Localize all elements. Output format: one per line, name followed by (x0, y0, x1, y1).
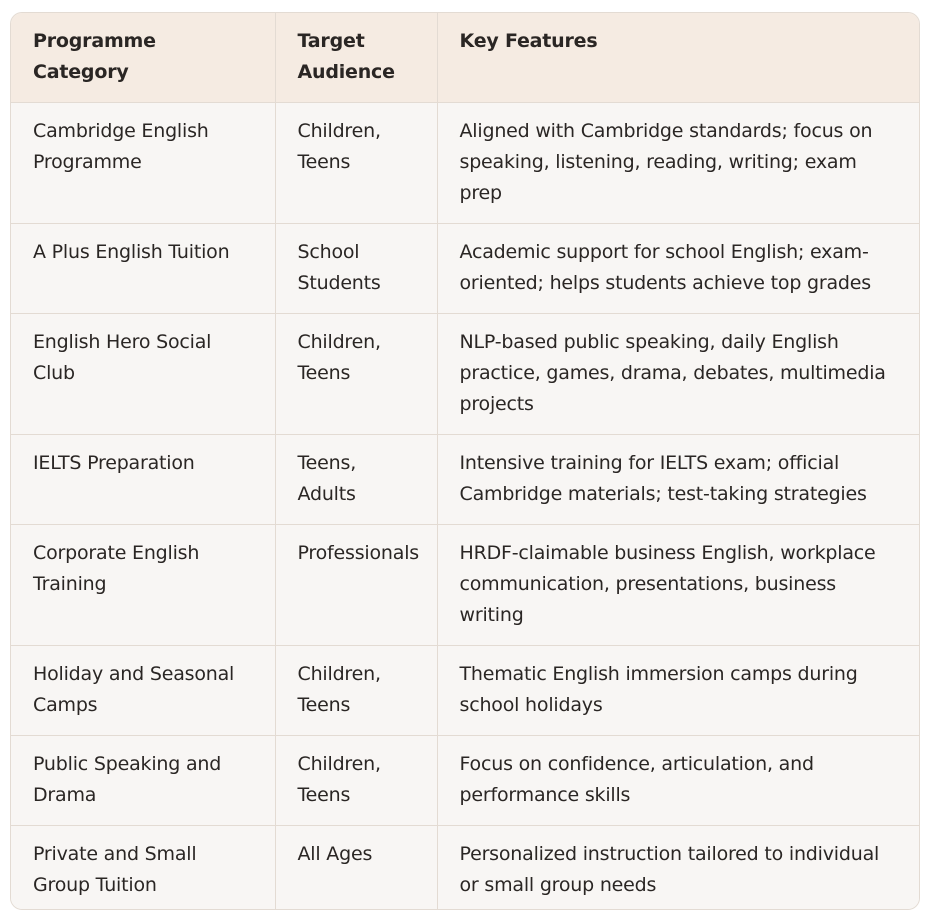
programme-category-cell: A Plus English Tuition (11, 224, 275, 314)
key-features-cell: Intensive training for IELTS exam; official Cambridge materials; test-taking strategies (437, 435, 919, 525)
programme-category-cell: English Hero Social Club (11, 314, 275, 435)
key-features-cell: NLP-based public speaking, daily English practice, games, drama, debates, multimedia projects (437, 314, 919, 435)
key-features-cell: Thematic English immersion camps during school holidays (437, 646, 919, 736)
key-features-cell: HRDF-claimable business English, workplace communication, presentations, business writing (437, 525, 919, 646)
key-features-cell: Personalized instruction tailored to individual or small group needs (437, 826, 919, 911)
target-audience-cell: Teens, Adults (275, 435, 437, 525)
target-audience-cell: School Students (275, 224, 437, 314)
programme-category-cell: Corporate English Training (11, 525, 275, 646)
table-row (11, 826, 919, 911)
table-row (11, 736, 919, 826)
header-target-audience: Target Audience (275, 13, 437, 103)
programme-category-cell: IELTS Preparation (11, 435, 275, 525)
programme-category-cell: Private and Small Group Tuition (11, 826, 275, 911)
programme-category-cell: Holiday and Seasonal Camps (11, 646, 275, 736)
programme-table-container (10, 12, 920, 910)
table-row (11, 314, 919, 435)
programme-category-cell: Cambridge English Programme (11, 103, 275, 224)
programme-table (11, 13, 919, 910)
target-audience-cell: All Ages (275, 826, 437, 911)
target-audience-cell: Children, Teens (275, 736, 437, 826)
key-features-cell: Focus on confidence, articulation, and performance skills (437, 736, 919, 826)
table-row (11, 224, 919, 314)
target-audience-cell: Children, Teens (275, 646, 437, 736)
target-audience-cell: Children, Teens (275, 314, 437, 435)
programme-category-cell: Public Speaking and Drama (11, 736, 275, 826)
header-programme-category: Programme Category (11, 13, 275, 103)
table-row (11, 103, 919, 224)
key-features-cell: Aligned with Cambridge standards; focus on speaking, listening, reading, writing; exam prep (437, 103, 919, 224)
table-header-row (11, 13, 919, 103)
target-audience-cell: Children, Teens (275, 103, 437, 224)
table-row (11, 525, 919, 646)
key-features-cell: Academic support for school English; exam-oriented; helps students achieve top grades (437, 224, 919, 314)
table-row (11, 646, 919, 736)
target-audience-cell: Professionals (275, 525, 437, 646)
header-key-features: Key Features (437, 13, 919, 103)
table-row (11, 435, 919, 525)
